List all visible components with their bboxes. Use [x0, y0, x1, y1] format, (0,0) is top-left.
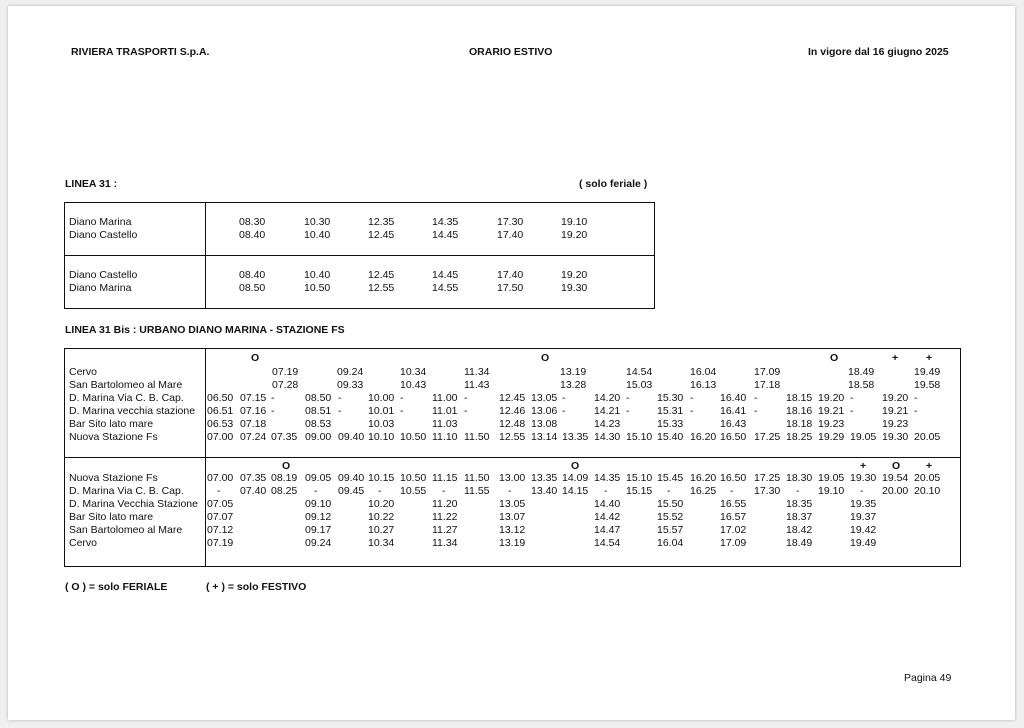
time-cell: 11.43	[464, 379, 490, 391]
time-cell: 11.15	[432, 472, 458, 484]
stop-name: Bar Sito lato mare	[69, 511, 154, 523]
time-cell: 14.30	[594, 431, 621, 443]
time-cell: 19.23	[818, 418, 845, 430]
time-cell: 15.40	[657, 431, 684, 443]
time-cell: 13.00	[499, 472, 526, 484]
time-cell: 09.17	[305, 524, 332, 536]
time-cell: 19.21	[882, 405, 909, 417]
time-cell: 11.01	[432, 405, 458, 417]
time-cell: -	[271, 392, 275, 404]
time-cell: 07.35	[271, 431, 298, 443]
time-cell: 08.40	[239, 269, 266, 281]
time-cell: 10.00	[368, 392, 395, 404]
feriale-marker: O	[282, 460, 291, 472]
time-cell: 16.55	[720, 498, 747, 510]
time-cell: 15.30	[657, 392, 684, 404]
linea31bis-separator	[64, 457, 961, 458]
time-cell: 09.45	[338, 485, 365, 497]
time-cell: -	[850, 392, 854, 404]
time-cell: 12.45	[499, 392, 526, 404]
stop-name: Cervo	[69, 537, 98, 549]
page-number: Pagina 49	[904, 672, 952, 684]
time-cell: -	[271, 405, 275, 417]
time-cell: 08.50	[305, 392, 332, 404]
time-cell: 07.00	[207, 472, 234, 484]
time-cell: 17.09	[720, 537, 747, 549]
time-cell: 14.35	[432, 216, 459, 228]
time-cell: -	[850, 405, 854, 417]
time-cell: 15.57	[657, 524, 684, 536]
time-cell: -	[667, 485, 671, 497]
time-cell: 10.34	[368, 537, 395, 549]
time-cell: 20.05	[914, 472, 941, 484]
time-cell: 16.50	[720, 472, 747, 484]
time-cell: 09.05	[305, 472, 332, 484]
stop-name: D. Marina Via C. B. Cap.	[69, 392, 184, 404]
time-cell: 06.53	[207, 418, 234, 430]
time-cell: 07.05	[207, 498, 234, 510]
time-cell: 09.24	[305, 537, 332, 549]
stop-name: D. Marina Via C. B. Cap.	[69, 485, 184, 497]
time-cell: -	[338, 392, 342, 404]
stop-name: Bar Sito lato mare	[69, 418, 154, 430]
time-cell: 19.21	[818, 405, 845, 417]
festivo-marker: +	[926, 352, 933, 364]
time-cell: -	[508, 485, 512, 497]
time-cell: 13.14	[531, 431, 558, 443]
time-cell: 15.03	[626, 379, 653, 391]
time-cell: 18.16	[786, 405, 813, 417]
stop-name: Nuova Stazione Fs	[69, 472, 158, 484]
time-cell: 17.18	[754, 379, 781, 391]
linea31-note: ( solo feriale )	[579, 178, 648, 190]
stop-name: D. Marina vecchia stazione	[69, 405, 196, 417]
time-cell: 10.20	[368, 498, 395, 510]
time-cell: 07.00	[207, 431, 234, 443]
time-cell: 11.22	[432, 511, 458, 523]
time-cell: 10.15	[368, 472, 395, 484]
time-cell: 19.10	[818, 485, 845, 497]
feriale-marker: O	[830, 352, 839, 364]
time-cell: 19.10	[561, 216, 588, 228]
time-cell: 14.15	[562, 485, 589, 497]
time-cell: 06.50	[207, 392, 234, 404]
time-cell: 11.27	[432, 524, 458, 536]
time-cell: 19.20	[818, 392, 845, 404]
time-cell: 09.10	[305, 498, 332, 510]
time-cell: 07.19	[272, 366, 299, 378]
time-cell: 13.05	[499, 498, 526, 510]
time-cell: 18.18	[786, 418, 813, 430]
feriale-marker: O	[571, 460, 580, 472]
time-cell: 11.10	[432, 431, 458, 443]
time-cell: 14.35	[594, 472, 621, 484]
time-cell: 12.45	[368, 229, 395, 241]
time-cell: 14.54	[594, 537, 621, 549]
time-cell: -	[400, 405, 404, 417]
time-cell: 09.33	[337, 379, 364, 391]
time-cell: 07.35	[240, 472, 267, 484]
time-cell: 14.23	[594, 418, 621, 430]
stop-name: San Bartolomeo al Mare	[69, 379, 183, 391]
time-cell: 07.18	[240, 418, 267, 430]
time-cell: -	[796, 485, 800, 497]
time-cell: 17.02	[720, 524, 747, 536]
time-cell: 19.20	[561, 269, 588, 281]
time-cell: -	[860, 485, 864, 497]
document-page	[8, 6, 1015, 720]
time-cell: 07.16	[240, 405, 267, 417]
time-cell: 12.48	[499, 418, 526, 430]
time-cell: 17.40	[497, 229, 524, 241]
stop-name: D. Marina Vecchia Stazione	[69, 498, 198, 510]
stop-name: San Bartolomeo al Mare	[69, 524, 183, 536]
time-cell: 17.30	[754, 485, 781, 497]
linea31bis-title: LINEA 31 Bis : URBANO DIANO MARINA - STAZIONE FS	[65, 324, 345, 336]
time-cell: 07.07	[207, 511, 234, 523]
time-cell: 17.25	[754, 431, 781, 443]
time-cell: 14.42	[594, 511, 621, 523]
time-cell: 16.04	[657, 537, 684, 549]
time-cell: 19.49	[914, 366, 941, 378]
time-cell: -	[604, 485, 608, 497]
time-cell: 10.50	[304, 282, 331, 294]
time-cell: -	[400, 392, 404, 404]
time-cell: 12.55	[499, 431, 526, 443]
time-cell: -	[464, 392, 468, 404]
company-name: RIVIERA TRASPORTI S.p.A.	[71, 46, 210, 58]
time-cell: -	[464, 405, 468, 417]
time-cell: 14.09	[562, 472, 589, 484]
stop-name: Nuova Stazione Fs	[69, 431, 158, 443]
time-cell: 10.50	[400, 431, 427, 443]
time-cell: 13.05	[531, 392, 558, 404]
time-cell: 07.12	[207, 524, 234, 536]
time-cell: 19.30	[561, 282, 588, 294]
time-cell: -	[562, 405, 566, 417]
stop-name: Diano Castello	[69, 269, 138, 281]
time-cell: 14.20	[594, 392, 621, 404]
time-cell: 13.07	[499, 511, 526, 523]
time-cell: 18.25	[786, 431, 813, 443]
time-cell: 16.50	[720, 431, 747, 443]
time-cell: 13.19	[499, 537, 526, 549]
time-cell: 11.20	[432, 498, 458, 510]
time-cell: 10.43	[400, 379, 427, 391]
stop-name: Diano Marina	[69, 282, 132, 294]
stop-name: Diano Marina	[69, 216, 132, 228]
time-cell: 18.37	[786, 511, 813, 523]
time-cell: 18.58	[848, 379, 875, 391]
time-cell: 19.20	[882, 392, 909, 404]
time-cell: -	[442, 485, 446, 497]
time-cell: -	[730, 485, 734, 497]
time-cell: 11.00	[432, 392, 458, 404]
time-cell: 14.54	[626, 366, 653, 378]
time-cell: 19.35	[850, 498, 877, 510]
time-cell: 14.45	[432, 269, 459, 281]
stop-name: Diano Castello	[69, 229, 138, 241]
time-cell: 19.30	[882, 431, 909, 443]
time-cell: 08.40	[239, 229, 266, 241]
time-cell: 11.34	[464, 366, 490, 378]
time-cell: 10.22	[368, 511, 395, 523]
time-cell: 17.40	[497, 269, 524, 281]
time-cell: 16.57	[720, 511, 747, 523]
time-cell: 15.15	[626, 485, 653, 497]
time-cell: 08.53	[305, 418, 332, 430]
time-cell: 12.45	[368, 269, 395, 281]
time-cell: 13.19	[560, 366, 587, 378]
time-cell: 14.40	[594, 498, 621, 510]
stop-name: Cervo	[69, 366, 98, 378]
time-cell: 19.29	[818, 431, 845, 443]
time-cell: 13.28	[560, 379, 587, 391]
document-title: ORARIO ESTIVO	[469, 46, 553, 58]
time-cell: 10.01	[368, 405, 395, 417]
time-cell: 16.25	[690, 485, 717, 497]
time-cell: 18.35	[786, 498, 813, 510]
time-cell: 20.10	[914, 485, 941, 497]
time-cell: 19.54	[882, 472, 909, 484]
time-cell: 11.50	[464, 472, 490, 484]
time-cell: 20.05	[914, 431, 941, 443]
time-cell: 09.12	[305, 511, 332, 523]
time-cell: 07.24	[240, 431, 267, 443]
time-cell: 10.27	[368, 524, 395, 536]
time-cell: 09.40	[338, 472, 365, 484]
time-cell: 18.15	[786, 392, 813, 404]
time-cell: 16.43	[720, 418, 747, 430]
legend-feriale: ( O ) = solo FERIALE	[65, 581, 168, 593]
time-cell: 19.37	[850, 511, 877, 523]
time-cell: 13.08	[531, 418, 558, 430]
time-cell: 08.30	[239, 216, 266, 228]
linea31-separator	[64, 255, 655, 256]
time-cell: 10.40	[304, 229, 331, 241]
time-cell: 07.28	[272, 379, 299, 391]
time-cell: 12.55	[368, 282, 395, 294]
time-cell: 15.10	[626, 472, 653, 484]
time-cell: 16.04	[690, 366, 717, 378]
time-cell: 20.00	[882, 485, 909, 497]
time-cell: 15.33	[657, 418, 684, 430]
time-cell: 17.25	[754, 472, 781, 484]
time-cell: -	[314, 485, 318, 497]
time-cell: -	[690, 405, 694, 417]
time-cell: 15.52	[657, 511, 684, 523]
time-cell: 09.40	[338, 431, 365, 443]
time-cell: 15.31	[657, 405, 684, 417]
time-cell: 13.35	[531, 472, 558, 484]
time-cell: 18.49	[786, 537, 813, 549]
time-cell: 15.10	[626, 431, 653, 443]
time-cell: 16.13	[690, 379, 717, 391]
time-cell: -	[338, 405, 342, 417]
time-cell: 13.40	[531, 485, 558, 497]
time-cell: 15.50	[657, 498, 684, 510]
time-cell: 10.34	[400, 366, 427, 378]
legend-festivo: ( + ) = solo FESTIVO	[206, 581, 307, 593]
time-cell: 11.55	[464, 485, 490, 497]
time-cell: 19.20	[561, 229, 588, 241]
time-cell: 11.50	[464, 431, 490, 443]
time-cell: 17.09	[754, 366, 781, 378]
time-cell: 18.30	[786, 472, 813, 484]
time-cell: -	[914, 405, 918, 417]
time-cell: 19.58	[914, 379, 941, 391]
time-cell: 09.00	[305, 431, 332, 443]
time-cell: 11.34	[432, 537, 458, 549]
time-cell: 10.30	[304, 216, 331, 228]
feriale-marker: O	[541, 352, 550, 364]
time-cell: 10.03	[368, 418, 395, 430]
time-cell: 19.05	[850, 431, 877, 443]
time-cell: 19.42	[850, 524, 877, 536]
time-cell: 13.35	[562, 431, 589, 443]
time-cell: 16.20	[690, 431, 717, 443]
time-cell: 17.50	[497, 282, 524, 294]
time-cell: -	[378, 485, 382, 497]
time-cell: 13.06	[531, 405, 558, 417]
time-cell: -	[754, 392, 758, 404]
time-cell: 14.21	[594, 405, 621, 417]
time-cell: 11.03	[432, 418, 458, 430]
time-cell: 12.35	[368, 216, 395, 228]
time-cell: 09.24	[337, 366, 364, 378]
time-cell: 07.15	[240, 392, 267, 404]
time-cell: 19.49	[850, 537, 877, 549]
time-cell: 16.40	[720, 392, 747, 404]
time-cell: 19.30	[850, 472, 877, 484]
festivo-marker: +	[892, 352, 899, 364]
time-cell: 14.47	[594, 524, 621, 536]
time-cell: 18.49	[848, 366, 875, 378]
time-cell: 10.10	[368, 431, 395, 443]
time-cell: 13.12	[499, 524, 526, 536]
feriale-marker: O	[892, 460, 901, 472]
linea31-title: LINEA 31 :	[65, 178, 118, 190]
time-cell: 17.30	[497, 216, 524, 228]
time-cell: 07.40	[240, 485, 267, 497]
festivo-marker: +	[860, 460, 867, 472]
time-cell: -	[626, 392, 630, 404]
time-cell: 08.51	[305, 405, 332, 417]
time-cell: 08.19	[271, 472, 298, 484]
time-cell: 18.42	[786, 524, 813, 536]
time-cell: 19.23	[882, 418, 909, 430]
time-cell: 10.40	[304, 269, 331, 281]
time-cell: 14.55	[432, 282, 459, 294]
time-cell: 12.46	[499, 405, 526, 417]
time-cell: 10.50	[400, 472, 427, 484]
time-cell: -	[754, 405, 758, 417]
time-cell: 14.45	[432, 229, 459, 241]
time-cell: 06.51	[207, 405, 234, 417]
time-cell: 19.05	[818, 472, 845, 484]
time-cell: 08.25	[271, 485, 298, 497]
time-cell: 10.55	[400, 485, 427, 497]
time-cell: 08.50	[239, 282, 266, 294]
validity-date: In vigore dal 16 giugno 2025	[808, 46, 949, 58]
time-cell: 07.19	[207, 537, 234, 549]
time-cell: -	[217, 485, 221, 497]
festivo-marker: +	[926, 460, 933, 472]
time-cell: -	[690, 392, 694, 404]
time-cell: 16.20	[690, 472, 717, 484]
time-cell: -	[626, 405, 630, 417]
feriale-marker: O	[251, 352, 260, 364]
time-cell: 16.41	[720, 405, 747, 417]
time-cell: -	[562, 392, 566, 404]
time-cell: -	[914, 392, 918, 404]
time-cell: 15.45	[657, 472, 684, 484]
